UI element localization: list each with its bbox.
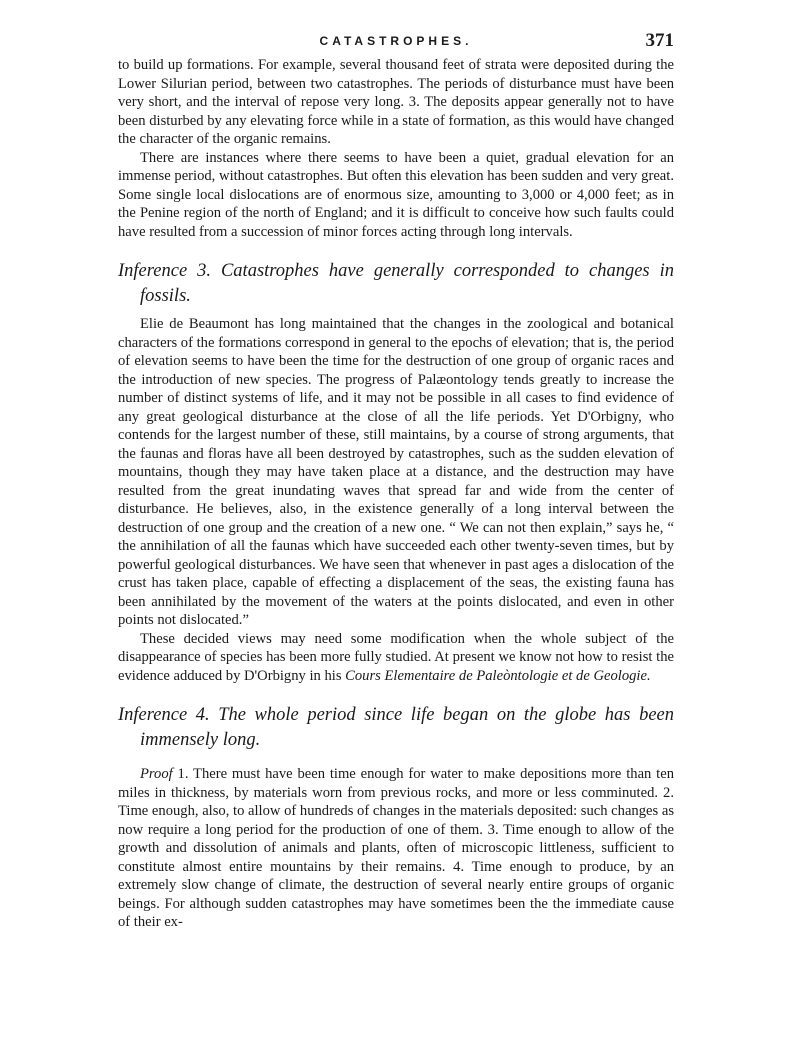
heading-inference-4: Inference 4. The whole period since life began on the globe has been immensely long. xyxy=(118,705,674,750)
running-head xyxy=(118,30,674,56)
paragraph-continued: to build up formations. For example, several thousand feet of strata were deposited during the Lower Silurian period, between two catastrophes. The periods of disturbance must have been very short, and the interval of repose very long. 3. The deposits appear generally not to have been disturbed by any elevating force while in a state of formation, as this would have changed the character of the organic remains. xyxy=(118,57,674,147)
heading-inference-3: Inference 3. Catastrophes have generally corresponded to changes in fossils. xyxy=(118,261,674,306)
paragraph-proof xyxy=(118,765,674,932)
running-title: CATASTROPHES. xyxy=(319,34,473,48)
cited-work-title: Cours Elementaire de Paleòntologie et de Geologie. xyxy=(345,667,651,684)
paragraph-beaumont: Elie de Beaumont has long maintained that the changes in the zoological and botanical characters of the formations correspond in general to the epochs of elevation; that is, the period of elevation seems to have been the time for the destruction of one group of organic races and the introduction of new species. The progress of Palæontology tends greatly to increase the number of distinct systems of life, and it may not be possible in all cases to find evidence of any great geological disturbance at the close of all the life periods. Yet D'Orbigny, who contends for the largest number of these, still maintains, by a course of strong arguments, that the faunas and floras have all been destroyed by catastrophes, such as the sudden elevation of mountains, though they may have taken place at a distance, and the destruction may have resulted from the great inundating waves that spread far and wide from the center of disturbance. He believes, also, in the existence generally of a long interval between the destruction of one group and the creation of a new one. “ We can not then explain,” says he, “ the annihilation of all the faunas which have succeeded each other twenty-seven times, but by powerful geological disturbances. We have seen that whenever in past ages a dislocation of the crust has taken place, capable of effecting a displacement of the seas, the existing fauna has been annihilated by the movement of the waters at the points dislocated, and even in other points not dislocated.” xyxy=(118,316,674,628)
book-page xyxy=(118,30,674,932)
paragraph-decided-views xyxy=(118,630,674,686)
page-number: 371 xyxy=(645,30,674,51)
proof-label: Proof xyxy=(140,766,173,782)
paragraph-elevation: There are instances where there seems to have been a quiet, gradual elevation for an immense period, without catastrophes. But often this elevation has been sudden and very great. Some single local dislocations are of enormous size, amounting to 3,000 or 4,000 feet; as in the Penine region of the north of England; and it is difficult to conceive how such faults could have resulted from a succession of minor forces acting through long intervals. xyxy=(118,149,674,240)
proof-text: 1. There must have been time enough for water to make depositions more than ten miles in thickness, by materials worn from previous rocks, and more or less comminuted. 2. Time enough, also, to allow of hundreds of changes in the materials deposited: such changes as now require a long period for the production of one of them. 3. Time enough to allow of the growth and dissolution of animals and plants, often of microscopic littleness, sufficient to constitute almost entire mountains by their remains. 4. Time enough to produce, by an extremely slow change of climate, the destruction of several nearly entire groups of organic beings. For although sudden catastrophes may have sometimes been the the immediate cause of their ex- xyxy=(118,766,674,930)
paragraph-decided-views-text: These decided views may need some modification when the whole subject of the disappearance of species has been more fully studied. At present we know not how to resist the evidence adduced by D'Orbigny in his xyxy=(118,630,674,684)
